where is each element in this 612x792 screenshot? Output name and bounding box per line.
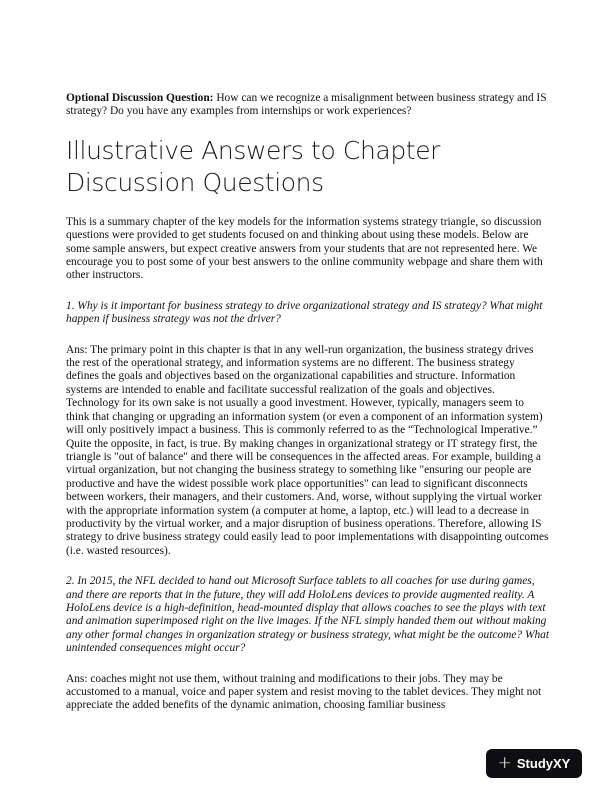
optional-discussion-question	[66, 92, 549, 119]
optional-question-label: Optional Discussion Question:	[66, 92, 214, 104]
optional-question-text: How can we recognize a misalignment between business strategy and IS strategy? Do you have any examples from internships or work experiences?	[66, 92, 547, 118]
plus-icon: +	[497, 753, 512, 773]
intro-paragraph: This is a summary chapter of the key models for the information systems strategy triangle, so discussion questions were provided to get students focused on and thinking about using these models. Below are some sample answers, but expect creative answers from your students that are not represented here. We encourage you to post some of your best answers to the online community webpage and share them with other instructors.	[66, 215, 543, 282]
question-2: 2. In 2015, the NFL decided to hand out Microsoft Surface tablets to all coaches for use during games, and there are reports that in the future, they will add HoloLens devices to provide augmented reality. A HoloLens device is a high-definition, head-mounted display that allows coaches to see the plays with text and animation superimposed right on the live images. If the NFL simply handed them out without making any other formal changes in organization strategy or business strategy, what might be the outcome? What unintended consequences might occur?	[66, 575, 550, 655]
document-page	[66, 92, 549, 713]
brand-name: StudyXY	[516, 756, 571, 771]
answer-1: Ans: The primary point in this chapter is that in any well-run organization, the business strategy drives the rest of the operational strategy, and information systems are no different. The business strategy defines the goals and objectives based on the organizational capabilities and structure. Information systems are intended to enable and facilitate successful realization of the goals and objectives. Technology for its own sake is not usually a good investment. However, typically, managers seem to think that changing or upgrading an information system (or even a component of an information system) will only positively impact a business. This is commonly referred to as the “Technological Imperative.” Quite the opposite, in fact, is true. By making changes in organizational strategy or IT strategy first, the triangle is "out of balance" and there will be consequences in the affected areas. For example, building a virtual organization, but not changing the business strategy to something like "ensuring our people are productive and have the widest possible work place opportunities" can lead to significant disconnects between workers, their managers, and their customers. And, worse, without supplying the virtual worker with the appropriate information system (a computer at home, a laptop, etc.) will lead to a decrease in productivity by the virtual worker, and a major disruption of business operations. Therefore, allowing IS strategy to drive business strategy could easily lead to poor implementations with disappointing outcomes (i.e. wasted resources).	[66, 343, 549, 557]
studyxy-badge[interactable]	[486, 749, 582, 778]
answer-2: Ans: coaches might not use them, without training and modifications to their jobs. They may be accustomed to a manual, voice and paper system and resist moving to the tablet devices. They might not appreciate the added benefits of the dynamic animation, choosing familiar business	[66, 672, 542, 712]
question-1: 1. Why is it important for business strategy to drive organizational strategy and IS strategy? What might happen if business strategy was not the driver?	[66, 299, 543, 326]
section-heading: Illustrative Answers to Chapter Discussion Questions	[66, 135, 441, 197]
